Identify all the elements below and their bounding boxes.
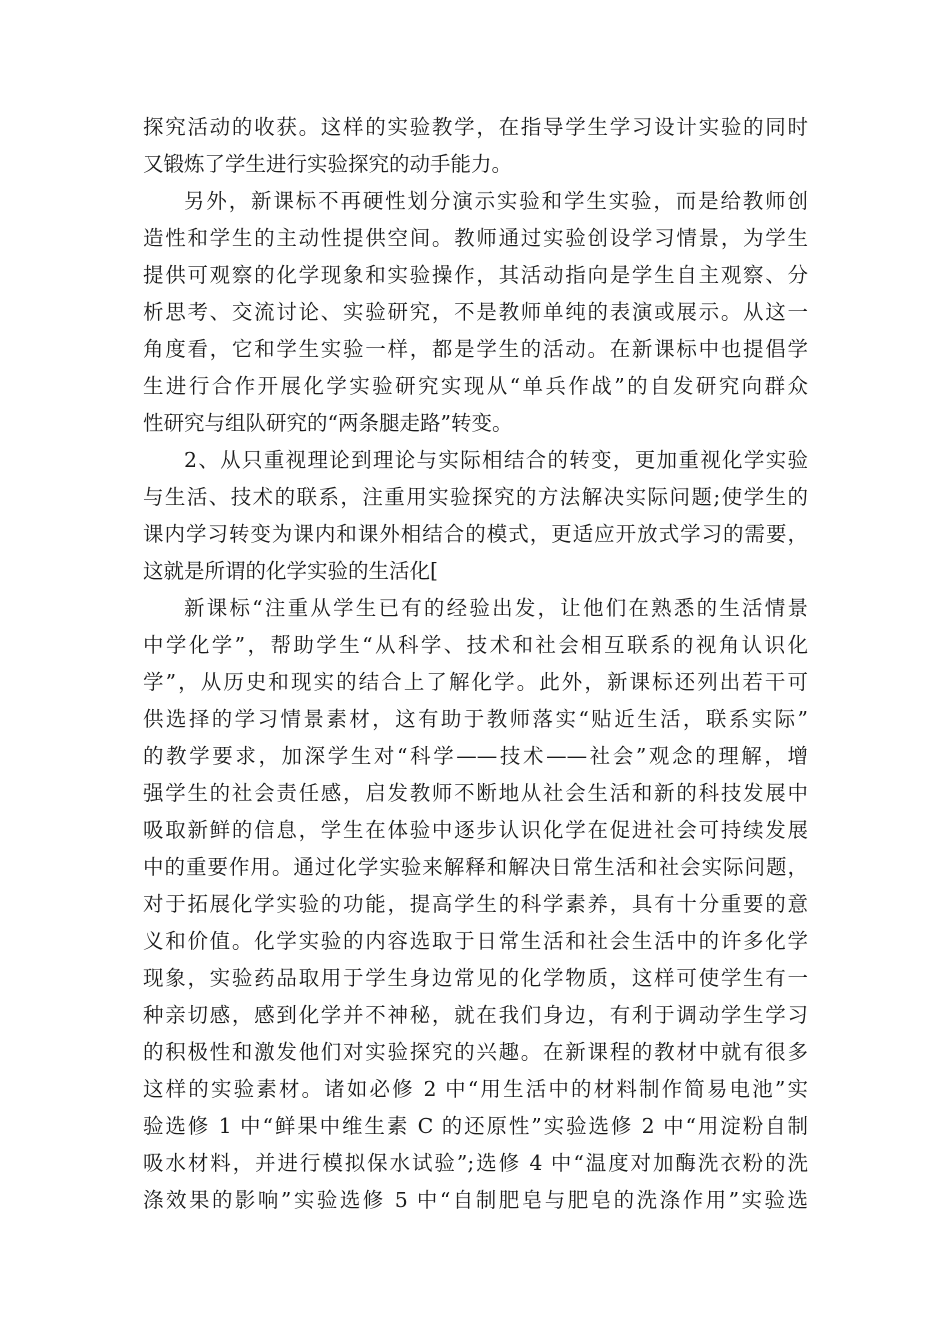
text-line: 又锻炼了学生进行实验探究的动手能力。 [143, 152, 512, 176]
text-line: 的积极性和激发他们对实验探究的兴趣。在新课程的教材中就有很多 [143, 1040, 808, 1064]
paragraph-2 [143, 183, 808, 442]
text-line: 新课标“注重从学生已有的经验出发，让他们在熟悉的生活情景 [184, 596, 808, 620]
text-line: 涤效果的影响”实验选修 5 中“自制肥皂与肥皂的洗涤作用”实验选 [143, 1188, 808, 1212]
text-line: 与生活、技术的联系，注重用实验探究的方法解决实际问题;使学生的 [143, 485, 808, 509]
text-line: 种亲切感，感到化学并不神秘，就在我们身边，有利于调动学生学习 [143, 1003, 808, 1027]
text-line: 这样的实验素材。诸如必修 2 中“用生活中的材料制作简易电池”实 [143, 1077, 808, 1101]
text-line: 提供可观察的化学现象和实验操作，其活动指向是学生自主观察、分 [143, 263, 808, 287]
text-line: 对于拓展化学实验的功能，提高学生的科学素养，具有十分重要的意 [143, 892, 808, 916]
text-line: 这就是所谓的化学实验的生活化[ [143, 559, 438, 583]
text-line: 2、从只重视理论到理论与实际相结合的转变，更加重视化学实验 [184, 448, 808, 472]
text-line: 强学生的社会责任感，启发教师不断地从社会生活和新的科技发展中 [143, 781, 808, 805]
text-line: 吸水材料，并进行模拟保水试验”;选修 4 中“温度对加酶洗衣粉的洗 [143, 1151, 808, 1175]
text-line: 义和价值。化学实验的内容选取于日常生活和社会生活中的许多化学 [143, 929, 808, 953]
text-line: 性研究与组队研究的“两条腿走路”转变。 [143, 411, 513, 435]
document-page [143, 109, 808, 1219]
text-line: 吸取新鲜的信息，学生在体验中逐步认识化学在促进社会可持续发展 [143, 818, 808, 842]
text-line: 验选修 1 中“鲜果中维生素 C 的还原性”实验选修 2 中“用淀粉自制 [143, 1114, 808, 1138]
text-line: 造性和学生的主动性提供空间。教师通过实验创设学习情景，为学生 [143, 226, 808, 250]
text-line: 的教学要求，加深学生对“科学——技术——社会”观念的理解，增 [143, 744, 808, 768]
text-line: 中的重要作用。通过化学实验来解释和解决日常生活和社会实际问题， [143, 855, 808, 879]
text-line: 中学化学”，帮助学生“从科学、技术和社会相互联系的视角认识化 [143, 633, 808, 657]
text-line: 析思考、交流讨论、实验研究，不是教师单纯的表演或展示。从这一 [143, 300, 808, 324]
text-line: 角度看，它和学生实验一样，都是学生的活动。在新课标中也提倡学 [143, 337, 808, 361]
text-line: 课内学习转变为课内和课外相结合的模式，更适应开放式学习的需要， [143, 522, 808, 546]
paragraph-3 [143, 442, 808, 590]
text-line: 另外，新课标不再硬性划分演示实验和学生实验，而是给教师创 [184, 189, 808, 213]
text-line: 学”，从历史和现实的结合上了解化学。此外，新课标还列出若干可 [143, 670, 808, 694]
text-line: 现象，实验药品取用于学生身边常见的化学物质，这样可使学生有一 [143, 966, 808, 990]
text-line: 生进行合作开展化学实验研究实现从“单兵作战”的自发研究向群众 [143, 374, 808, 398]
paragraph-4 [143, 590, 808, 1219]
paragraph-1 [143, 109, 808, 183]
text-line: 供选择的学习情景素材，这有助于教师落实“贴近生活，联系实际” [143, 707, 808, 731]
text-line: 探究活动的收获。这样的实验教学，在指导学生学习设计实验的同时 [143, 115, 808, 139]
